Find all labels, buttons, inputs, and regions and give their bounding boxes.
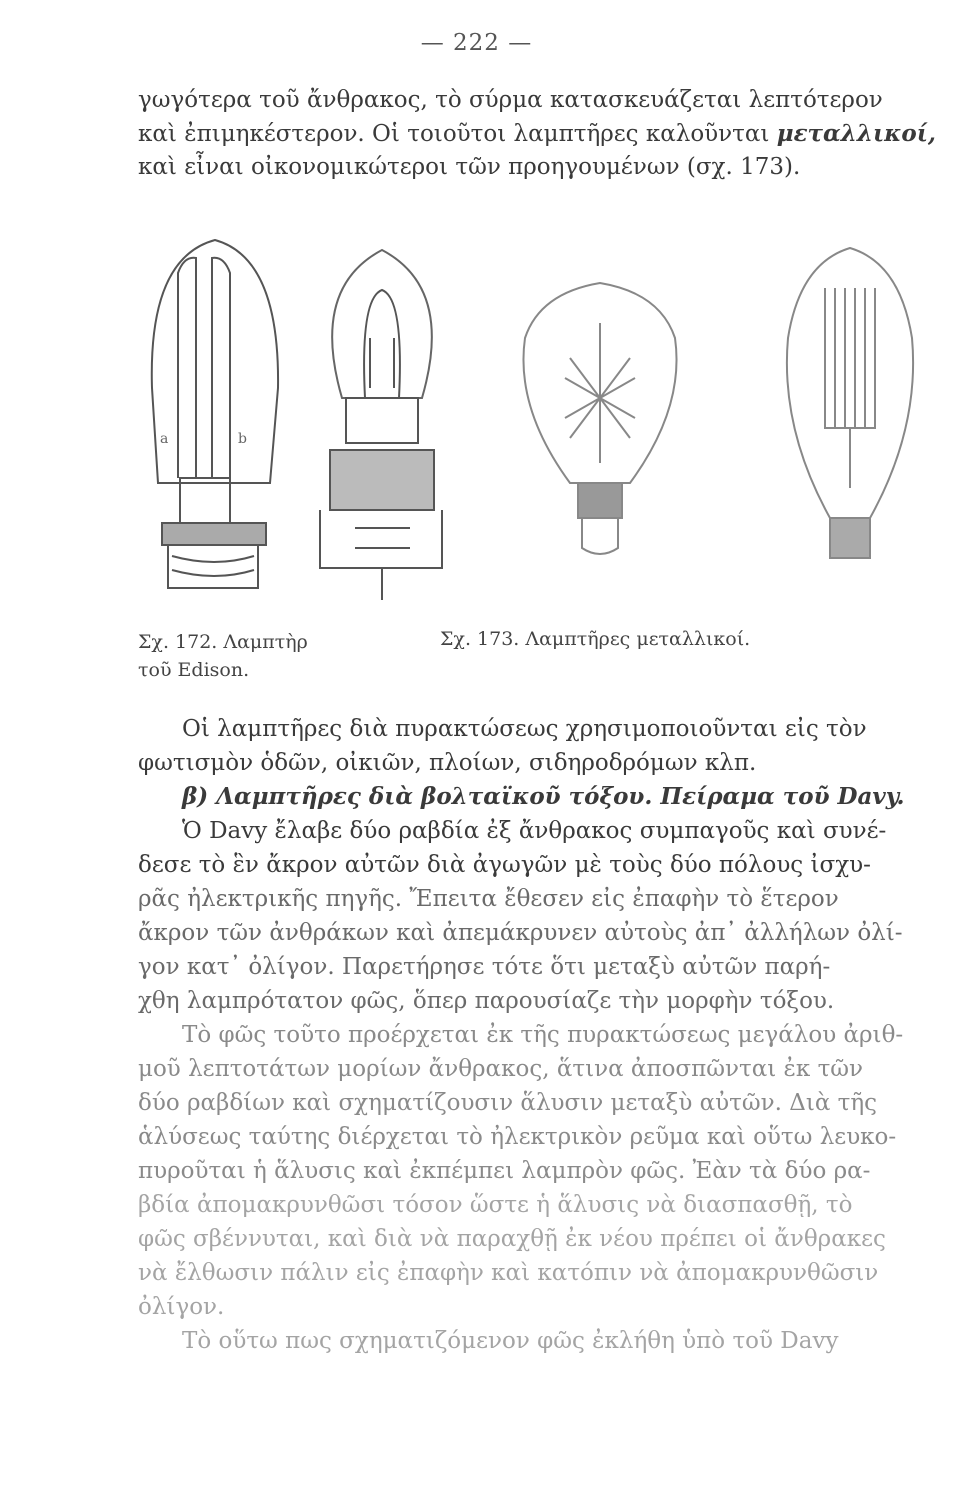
lamp-figures [120,228,920,623]
text-line: ἄκρον τῶν ἀνθράκων καὶ ἀπεμάκρυνεν αὐτοὺς ἀπ᾿ ἀλλήλων ὀλί- [138,920,903,946]
figure-172-caption [138,628,308,684]
text-line: ἁλύσεως ταύτης διέρχεται τὸ ἠλεκτρικὸν ρεῦμα καὶ οὕτω λευκο- [138,1124,897,1150]
text-line: βδία ἀπομακρυνθῶσι τόσον ὥστε ἡ ἅλυσις νὰ διασπασθῇ, τὸ [138,1192,853,1218]
text-line [138,117,936,151]
text-line: Τὸ φῶς τοῦτο προέρχεται ἐκ τῆς πυρακτώσεως μεγάλου ἀριθ- [182,1022,904,1048]
emphasized-term: μεταλλικοί, [776,120,936,147]
body-text [138,712,910,1358]
text-line: χθη λαμπρότατον φῶς, ὅπερ παρουσίαζε τὴν μορφὴν τόξου. [138,988,835,1014]
text-line: δύο ραβδίων καὶ σχηματίζουσιν ἅλυσιν μεταξὺ αὐτῶν. Διὰ τῆς [138,1090,878,1116]
page-number: — 222 — [420,30,533,56]
caption-line: Σχ. 172. Λαμπτὴρ [138,631,308,653]
text-line: μοῦ λεπτοτάτων μορίων ἄνθρακος, ἅτινα ἀποσπῶνται ἐκ τῶν [138,1056,864,1082]
text-line: ρᾶς ἠλεκτρικῆς πηγῆς. Ἔπειτα ἔθεσεν εἰς ἐπαφὴν τὸ ἕτερον [138,886,839,912]
text-line: φωτισμὸν ὁδῶν, οἰκιῶν, πλοίων, σιδηροδρόμων κλπ. [138,750,757,776]
metal-lamp-drawing-2 [523,283,676,554]
text-line: γον κατ᾿ ὀλίγον. Παρετήρησε τότε ὅτι μεταξὺ αὐτῶν παρή- [138,954,831,980]
text-line: Οἱ λαμπτῆρες διὰ πυρακτώσεως χρησιμοποιοῦνται εἰς τὸν [182,716,867,742]
text-fragment: καὶ ἐπιμηκέστερον. Οἱ τοιοῦτοι λαμπτῆρες καλοῦνται [138,121,777,147]
lamp-illustrations [120,228,920,623]
text-line: πυροῦται ἡ ἅλυσις καὶ ἐκπέμπει λαμπρὸν φῶς. Ἐὰν τὰ δύο ρα- [138,1158,871,1184]
metal-lamp-drawing-1 [320,250,442,600]
text-line: καὶ εἶναι οἰκονομικώτεροι τῶν προηγουμένων (σχ. 173). [138,154,801,180]
text-line: Ὁ Davy ἔλαβε δύο ραβδία ἐξ ἄνθρακος συμπαγοῦς καὶ συνέ- [182,818,887,844]
section-heading: β) Λαμπτῆρες διὰ βολταϊκοῦ τόξου. Πείραμα τοῦ Davy. [182,783,905,810]
text-line: δεσε τὸ ἓν ἄκρον αὐτῶν διὰ ἀγωγῶν μὲ τοὺς δύο πόλους ἰσχυ- [138,852,871,878]
metal-lamp-drawing-3 [787,248,913,558]
svg-text:b: b [238,431,247,447]
edison-lamp-drawing [152,240,278,588]
text-line: Τὸ οὕτω πως σχηματιζόμενον φῶς ἐκλήθη ὑπὸ τοῦ Davy [182,1328,839,1354]
text-line: φῶς σβέννυται, καὶ διὰ νὰ παραχθῇ ἐκ νέου πρέπει οἱ ἄνθρακες [138,1226,886,1252]
text-line: ὀλίγον. [138,1294,225,1320]
figure-173-caption: Σχ. 173. Λαμπτῆρες μεταλλικοί. [440,628,751,650]
svg-text:a: a [160,431,169,447]
text-line: γωγότερα τοῦ ἄνθρακος, τὸ σύρμα κατασκευάζεται λεπτότερον [138,87,883,113]
caption-line: τοῦ Edison. [138,659,250,681]
intro-paragraph [138,84,936,184]
text-line: νὰ ἔλθωσιν πάλιν εἰς ἐπαφὴν καὶ κατόπιν νὰ ἀπομακρυνθῶσιν [138,1260,879,1286]
